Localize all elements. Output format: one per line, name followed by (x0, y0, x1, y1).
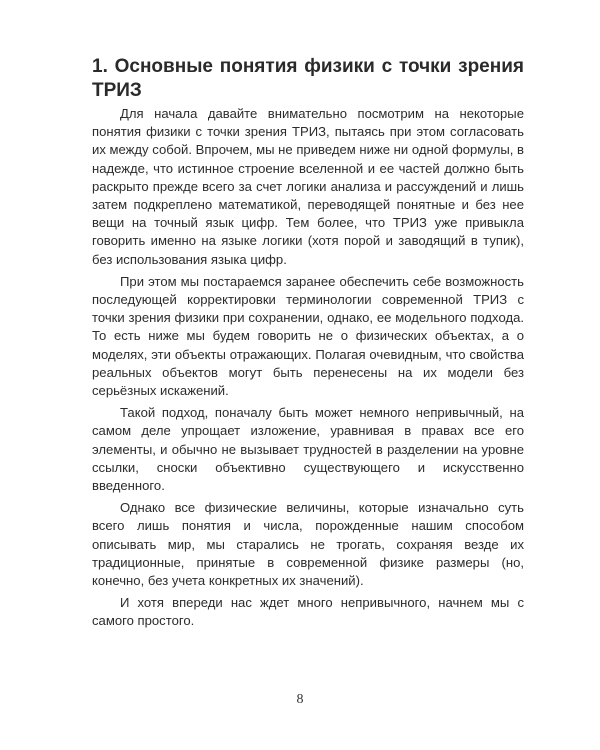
paragraph-4: Однако все физические величины, которые изначально суть всего лишь понятия и числа, порожденные нашим способом описывать мир, мы старались не трогать, сохраняя везде их традиционные, принятые в современной физике размеры (но, конечно, без учета конкретных их значений). (92, 500, 524, 589)
paragraph-3: Такой подход, поначалу быть может немного непривычный, на самом деле упрощает изложение, уравнивая в правах все его элементы, и обычно не вызывает трудностей в разделении на уровне ссылки, сноски объективно существующего и искусственно введенного. (92, 405, 524, 494)
paragraph-2: При этом мы постараемся заранее обеспечить себе возможность последующей корректировки терминологии современной ТРИЗ с точки зрения физики при сохранении, однако, ее модельного подхода. То есть ниже мы будем говорить не о физических объектах, а о моделях, эти объекты отражающих. Полагая очевидным, что свойства реальных объектов могут быть перенесены на их модели без серьёзных искажений. (92, 273, 524, 399)
section-heading: 1. Основные понятия физики с точки зрения ТРИЗ (92, 56, 524, 101)
paragraph-5: И хотя впереди нас ждет много непривычного, начнем мы с самого простого. (92, 595, 524, 629)
page-number: 8 (296, 692, 304, 707)
section-body (92, 105, 524, 635)
paragraph-1: Для начала давайте внимательно посмотрим на некоторые понятия физики с точки зрения ТРИЗ, пытаясь при этом согласовать их между собой. Впрочем, мы не приведем ниже ни одной формулы, в надежде, что истинное строение вселенной и ее частей должно быть раскрыто прежде всего за счет логики анализа и рассуждений и лишь затем подкреплено математикой, переводящей понятные и без нее вещи на точный язык цифр. Тем более, что ТРИЗ уже привыкла говорить именно на языке логики (хотя порой и заводящий в тупик), без использования языка цифр. (92, 106, 524, 267)
